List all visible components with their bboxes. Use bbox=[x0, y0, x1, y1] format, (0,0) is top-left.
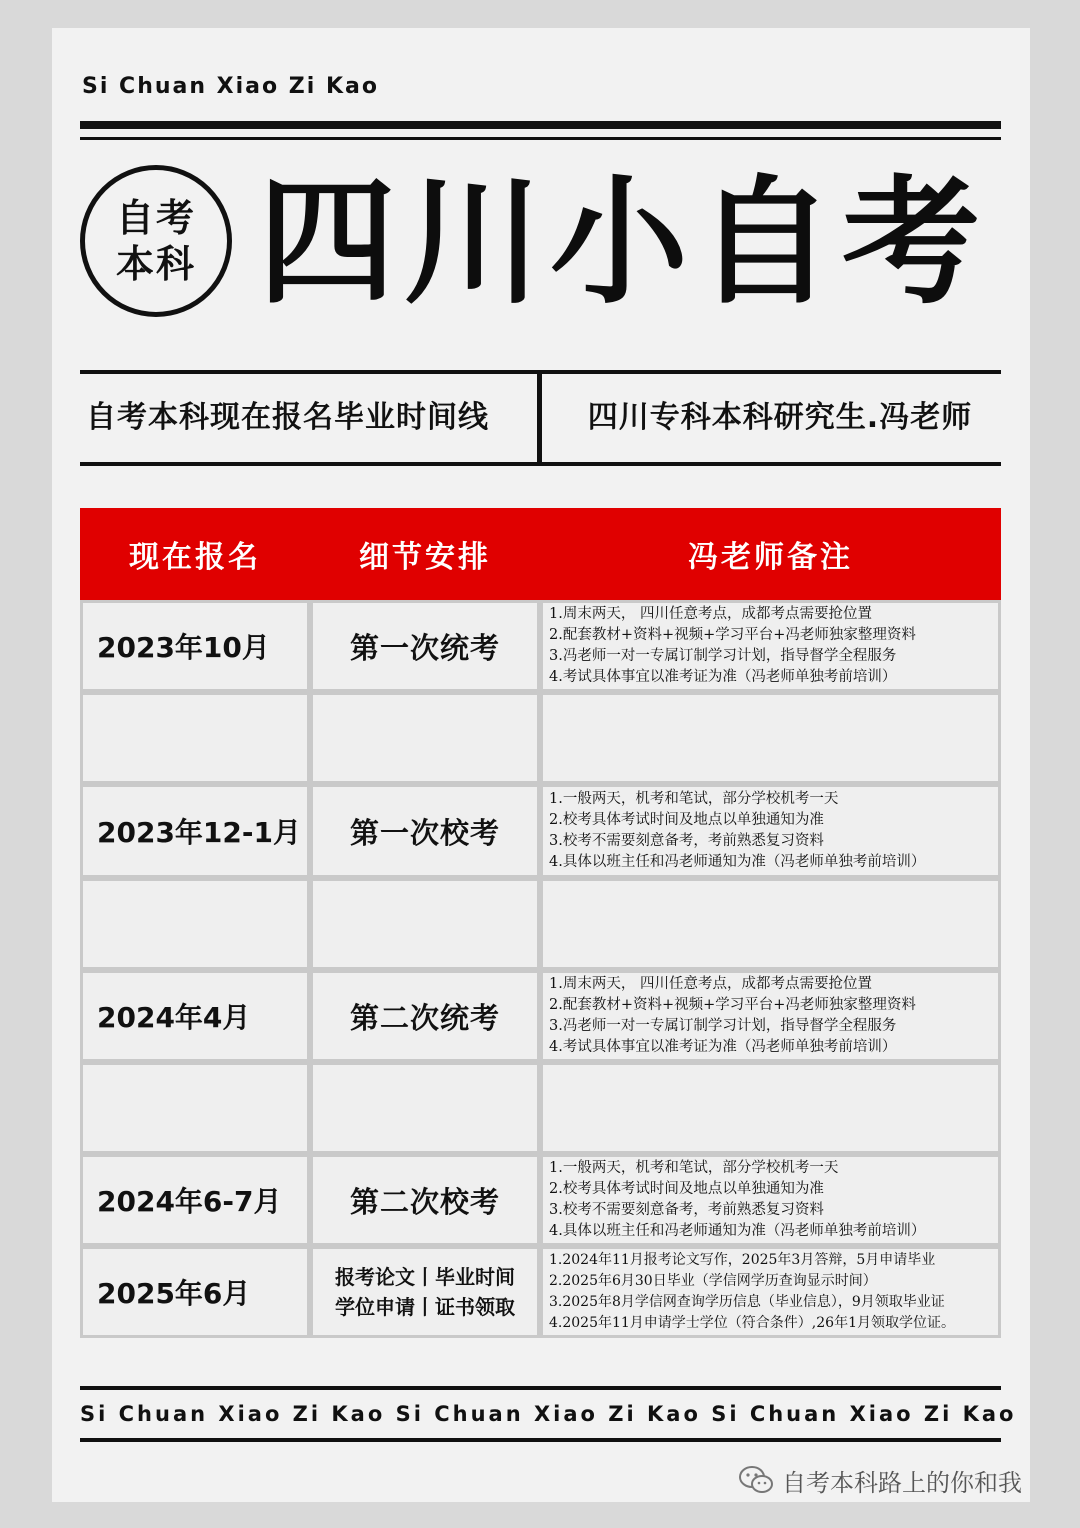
table-row-notes bbox=[540, 970, 1001, 1062]
empty-cell bbox=[540, 878, 1001, 970]
seal-line-2: 本科 bbox=[115, 242, 196, 286]
note-line: 3.冯老师一对一专属订制学习计划，指导督学全程服务 bbox=[549, 648, 897, 664]
empty-cell bbox=[310, 692, 540, 784]
empty-cell bbox=[80, 878, 310, 970]
empty-cell bbox=[310, 1062, 540, 1154]
header-arrangement: 细节安排 bbox=[359, 540, 491, 575]
note-line: 2.2025年6月30日毕业（学信网学历查询显示时间） bbox=[549, 1273, 877, 1289]
empty-cell bbox=[310, 878, 540, 970]
note-line: 2.配套教材+资料+视频+学习平台+冯老师独家整理资料 bbox=[549, 627, 916, 643]
main-title: 四川小自考 bbox=[258, 162, 989, 323]
subtitle-bottom-rule bbox=[80, 462, 1001, 466]
table-row-event: 第二次统考 bbox=[310, 970, 540, 1062]
note-line: 4.考试具体事宜以准考证为准（冯老师单独考前培训） bbox=[549, 669, 897, 685]
note-line: 3.校考不需要刻意备考，考前熟悉复习资料 bbox=[549, 1202, 824, 1218]
event-line: 报考论文丨毕业时间 bbox=[335, 1265, 515, 1289]
table-row-event: 第一次统考 bbox=[310, 600, 540, 692]
table-row-event: 第一次校考 bbox=[310, 784, 540, 878]
table-row-notes bbox=[540, 1154, 1001, 1246]
footer-account bbox=[738, 1464, 1022, 1496]
bottom-rule-top bbox=[80, 1386, 1001, 1390]
brand-bottom-repeat: Si Chuan Xiao Zi Kao Si Chuan Xiao Zi Kao Si Chuan Xiao Zi Kao bbox=[80, 1402, 1017, 1426]
wechat-icon bbox=[738, 1465, 774, 1495]
seal-badge bbox=[80, 165, 232, 317]
empty-cell bbox=[80, 1062, 310, 1154]
subtitle-right: 四川专科本科研究生.冯老师 bbox=[587, 400, 973, 435]
brand-top: Si Chuan Xiao Zi Kao bbox=[82, 74, 379, 99]
header-notes: 冯老师备注 bbox=[688, 540, 853, 575]
note-line: 3.2025年8月学信网查询学历信息（毕业信息），9月领取毕业证 bbox=[549, 1294, 945, 1310]
seal-line-1: 自考 bbox=[115, 196, 196, 240]
note-line: 1.周末两天， 四川任意考点，成都考点需要抢位置 bbox=[549, 606, 872, 622]
top-rule-thick bbox=[80, 121, 1001, 129]
table-row-date: 2024年6-7月 bbox=[80, 1154, 310, 1246]
note-line: 4.2025年11月申请学士学位（符合条件）,26年1月领取学位证。 bbox=[549, 1315, 955, 1331]
note-line: 2.校考具体考试时间及地点以单独通知为准 bbox=[549, 1181, 824, 1197]
top-rule-thin bbox=[80, 137, 1001, 140]
table-row-notes bbox=[540, 600, 1001, 692]
table-row-notes bbox=[540, 784, 1001, 878]
event-line: 学位申请丨证书领取 bbox=[335, 1295, 515, 1319]
table-row-event: 第二次校考 bbox=[310, 1154, 540, 1246]
table-row-event bbox=[310, 1246, 540, 1338]
note-line: 3.冯老师一对一专属订制学习计划，指导督学全程服务 bbox=[549, 1018, 897, 1034]
subtitle-left: 自考本科现在报名毕业时间线 bbox=[86, 400, 489, 435]
table-row-date: 2025年6月 bbox=[80, 1246, 310, 1338]
note-line: 2.配套教材+资料+视频+学习平台+冯老师独家整理资料 bbox=[549, 997, 916, 1013]
note-line: 4.具体以班主任和冯老师通知为准（冯老师单独考前培训） bbox=[549, 854, 926, 870]
footer-account-name: 自考本科路上的你和我 bbox=[782, 1468, 1022, 1497]
header-register: 现在报名 bbox=[129, 540, 261, 575]
subtitle-divider bbox=[537, 370, 542, 466]
note-line: 3.校考不需要刻意备考，考前熟悉复习资料 bbox=[549, 833, 824, 849]
table-row-date: 2024年4月 bbox=[80, 970, 310, 1062]
table-row-date: 2023年10月 bbox=[80, 600, 310, 692]
empty-cell bbox=[540, 1062, 1001, 1154]
empty-cell bbox=[540, 692, 1001, 784]
empty-cell bbox=[80, 692, 310, 784]
note-line: 1.2024年11月报考论文写作，2025年3月答辩，5月申请毕业 bbox=[549, 1252, 936, 1268]
table-row-notes bbox=[540, 1246, 1001, 1338]
table-header bbox=[80, 508, 1001, 600]
table-row-date: 2023年12-1月 bbox=[80, 784, 310, 878]
note-line: 2.校考具体考试时间及地点以单独通知为准 bbox=[549, 812, 824, 828]
note-line: 1.一般两天，机考和笔试，部分学校机考一天 bbox=[549, 1160, 839, 1176]
note-line: 1.周末两天， 四川任意考点，成都考点需要抢位置 bbox=[549, 976, 872, 992]
bottom-rule-bottom bbox=[80, 1438, 1001, 1442]
note-line: 4.考试具体事宜以准考证为准（冯老师单独考前培训） bbox=[549, 1039, 897, 1055]
note-line: 4.具体以班主任和冯老师通知为准（冯老师单独考前培训） bbox=[549, 1223, 926, 1239]
note-line: 1.一般两天，机考和笔试，部分学校机考一天 bbox=[549, 791, 839, 807]
